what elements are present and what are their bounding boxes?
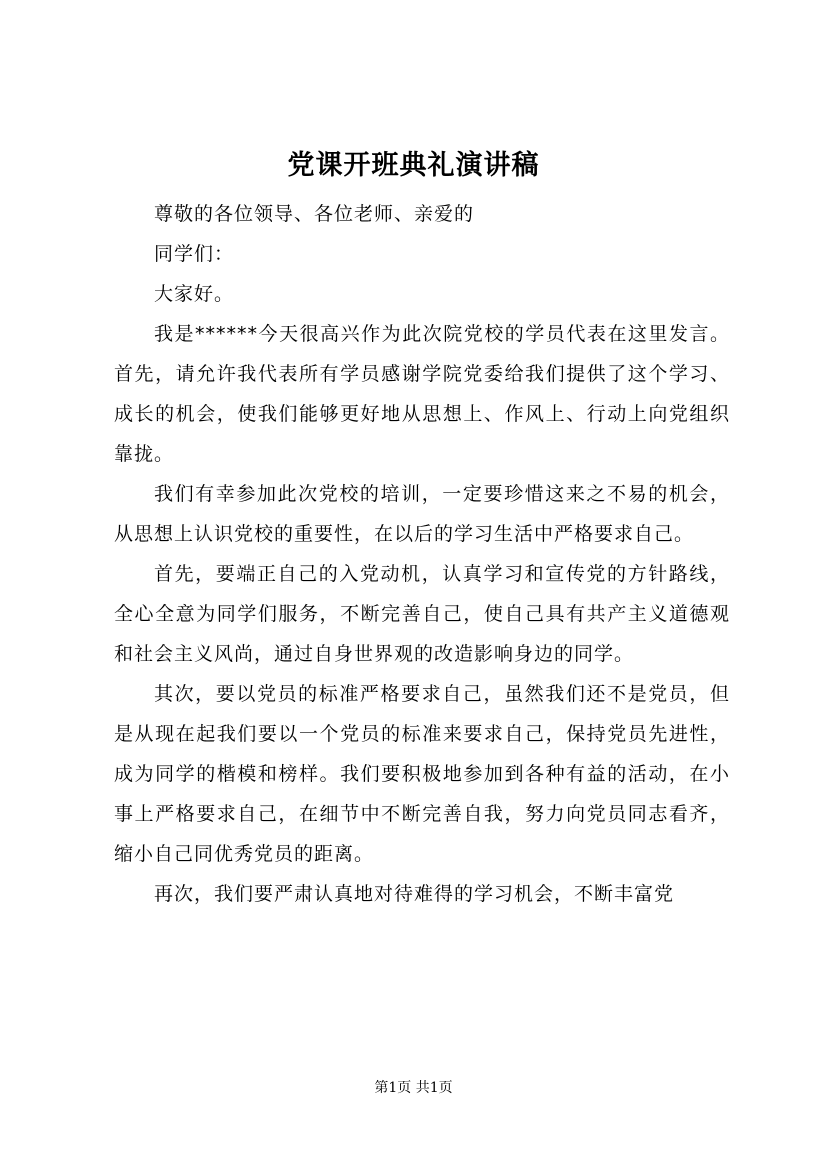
paragraph-salutation: 尊敬的各位领导、各位老师、亲爱的 [154, 203, 475, 225]
paragraph-greeting: 大家好。 [154, 283, 235, 305]
document-title: 党课开班典礼演讲稿 [287, 150, 540, 181]
paragraph-salutation-cont: 同学们： [154, 243, 235, 265]
page-number-label: 第1页 共1页 [374, 1080, 453, 1096]
paragraph-opportunity: 我们有幸参加此次党校的培训，一定要珍惜这来之不易的机会，从思想上认识党校的重要性，在以后的学习生活中严格要求自己。 [114, 483, 730, 545]
page-footer [0, 1078, 827, 1098]
paragraph-third: 再次，我们要严肃认真地对待难得的学习机会，不断丰富党 [154, 883, 675, 905]
paragraph-intro: 我是******今天很高兴作为此次院党校的学员代表在这里发言。首先，请允许我代表所有学员感谢学院党委给我们提供了这个学习、成长的机会，使我们能够更好地从思想上、作风上、行动上向党组织靠拢。 [114, 323, 730, 465]
paragraph-first: 首先，要端正自己的入党动机，认真学习和宣传党的方针路线，全心全意为同学们服务，不断完善自己，使自己具有共产主义道德观和社会主义风尚，通过自身世界观的改造影响身边的同学。 [114, 563, 730, 665]
paragraph-second: 其次，要以党员的标准严格要求自己，虽然我们还不是党员，但是从现在起我们要以一个党员的标准来要求自己，保持党员先进性，成为同学的楷模和榜样。我们要积极地参加到各种有益的活动，在小事上严格要求自己，在细节中不断完善自我，努力向党员同志看齐，缩小自己同优秀党员的距离。 [114, 683, 730, 865]
document-body [114, 194, 730, 914]
